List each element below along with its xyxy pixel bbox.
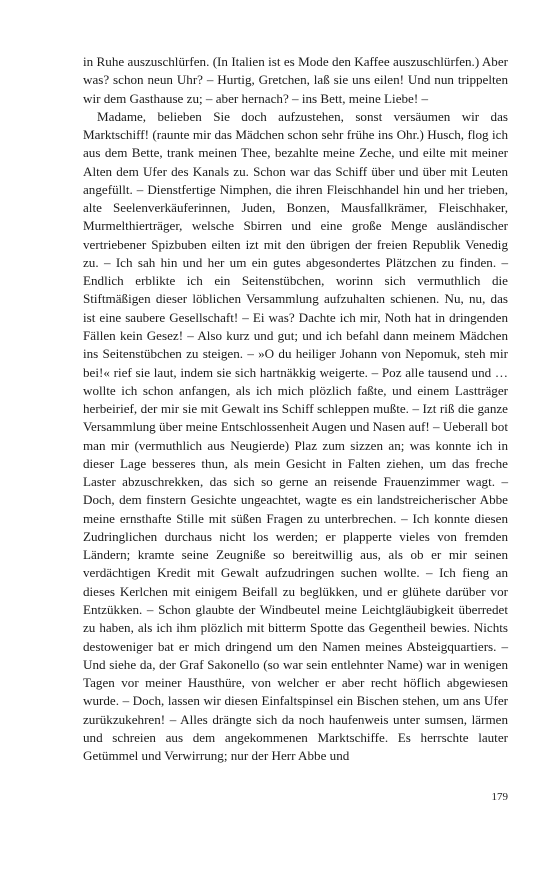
body-text: [83, 53, 508, 765]
paragraph-2: Madame, belieben Sie doch aufzustehen, sonst versäumen wir das Marktschiff! (raunte mir das Mädchen schon sehr frühe ins Ohr.) Husch, flog ich aus dem Bette, trank meinen Thee, bezahlte meine Zeche, und eilte mit meiner Alten dem Ufer des Kanals zu. Schon war das Schiff über und über mit Leuten angefüllt. – Dienstfertige Nimphen, die ihren Fleischhandel hin und her trieben, alte Seelenverkäuferinnen, Juden, Bonzen, Mausfallkrämer, Fleischhaker, Murmelthierträger, welsche Sbirren und eine große Menge ausländischer vertriebener Spizbuben eilten izt mit den übrigen der freien Republik Venedig zu. – Ich sah hin und her um ein gutes abgesondertes Plätzchen zu finden. – Endlich erblikte ich ein Seitenstübchen, worinn sich vermuthlich die Stiftmäßigen dieser löblichen Versammlung aufzuhalten schienen. Nu, nu, das ist eine saubere Gesellschaft! – Ei was? Dachte ich mir, Noth hat in dringenden Fällen kein Gesez! – Also kurz und gut; und ich befahl dann meinem Mädchen ins Seitenstübchen zu steigen. – »O du heiliger Johann von Nepomuk, steh mir bei!« rief sie laut, indem sie sich hartnäkkig weigerte. – Poz alle tausend und … wollte ich schon anfangen, als ich mich plözlich faßte, und einem Lastträger herbeirief, der mir sie mit Gewalt ins Schiff schleppen mußte. – Izt riß die ganze Versammlung über meine Entschlossenheit Augen und Nasen auf! – Ueberall bot man mir (vermuthlich aus Neugierde) Plaz zum sizzen an; was konnte ich in dieser Lage besseres thun, als mein Gesicht in Falten ziehen, um das freche Laster abzuschrekken, das sich so gerne an reisende Frauenzimmer wagt. – Doch, dem finstern Gesichte ungeachtet, wagte es ein landstreicherischer Abbe meine ernsthafte Stille mit süßen Fragen zu unterbrechen. – Ich konnte diesen Zudringlichen durchaus nicht los werden; er plapperte vieles von fremden Ländern; kramte seine Zeugniße so bereitwillig aus, als ob er mir seinen verdächtigen Kredit mit Gewalt aufzudringen suchen wollte. – Ich fieng an dieses Kerlchen mit einigem Beifall zu beglükken, und er glühete darüber vor Entzükken. – Schon glaubte der Windbeutel meine Leichtgläubigkeit überredet zu haben, als ich ihm plözlich mit bitterm Spotte das Gegentheil bewies. Nichts destoweniger bat er mich dringend um den Namen meines Absteigquartiers. – Und siehe da, der Graf Sakonello (so war sein entlehnter Name) war in wenigen Tagen vor meiner Hausthüre, von welcher er aber recht höflich abgewiesen wurde. – Doch, lassen wir diesen Einfaltspinsel ein Bischen stehen, um ans Ufer zurükzukehren! – Alles drängte sich da noch haufenweis unter sumsen, lärmen und schreien aus dem angekommenen Marktschiffe. Es herrschte lauter Getümmel und Verwirrung; nur der Herr Abbe und: [83, 108, 508, 764]
page-number: 179: [491, 791, 508, 803]
paragraph-1: in Ruhe auszuschlürfen. (In Italien ist es Mode den Kaffee auszuschlürfen.) Aber was? schon neun Uhr? – Hurtig, Gretchen, laß sie uns eilen! Und nun trippelten wir dem Gasthause zu; – aber hernach? – ins Bett, meine Liebe! –: [83, 54, 508, 106]
